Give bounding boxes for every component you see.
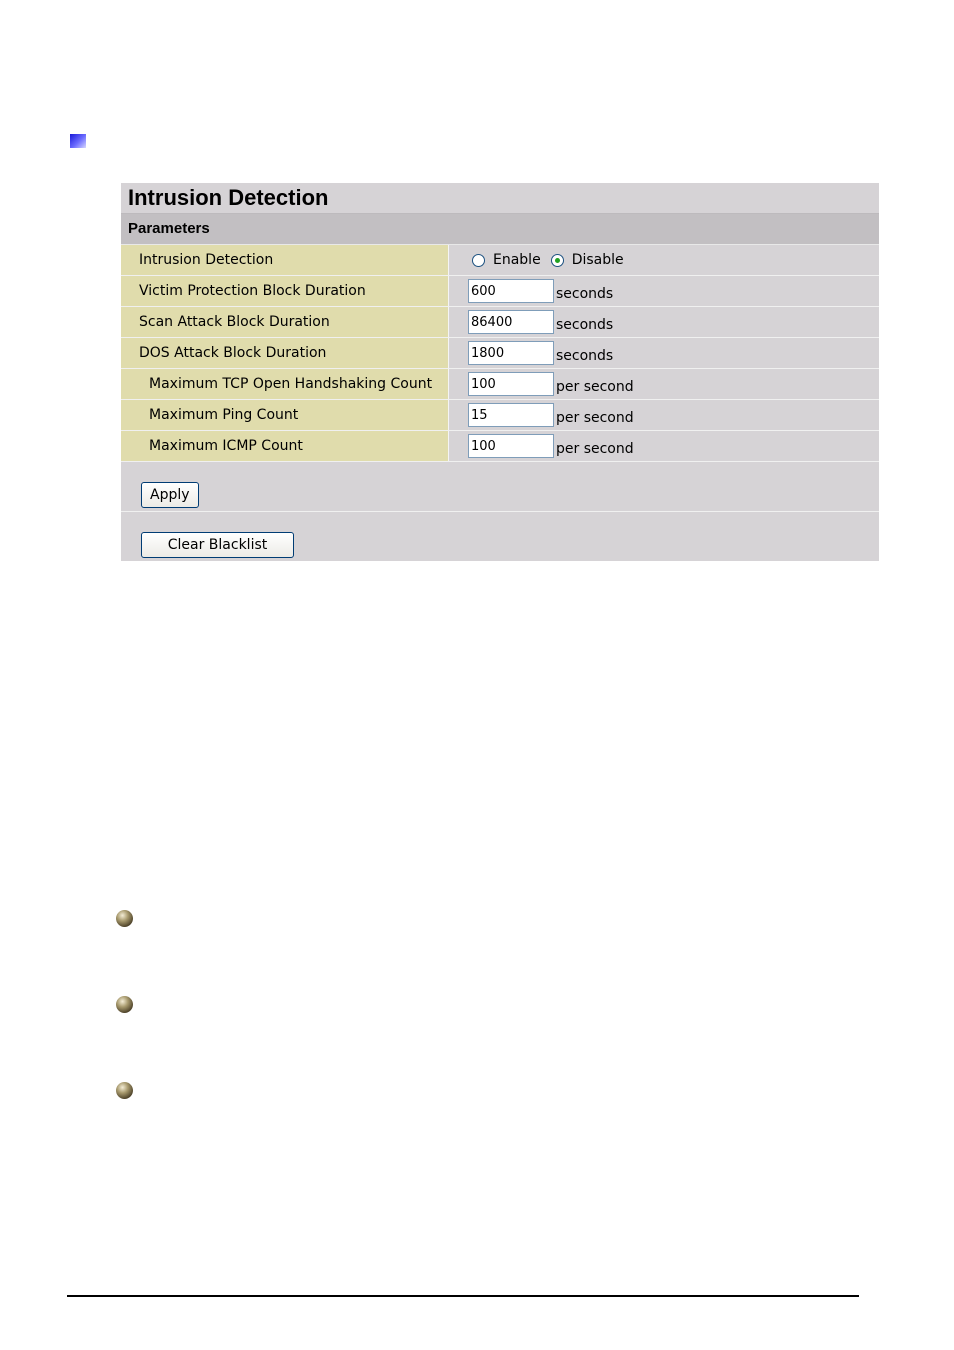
max-ping-label: Maximum Ping Count <box>121 400 449 430</box>
intrusion-detection-radio-group <box>468 252 634 268</box>
intrusion-detection-panel <box>121 183 879 561</box>
disable-radio-label[interactable]: Disable <box>571 252 624 268</box>
victim-protection-unit: seconds <box>556 286 614 302</box>
intrusion-detection-value <box>449 245 879 275</box>
max-icmp-unit: per second <box>556 441 634 457</box>
apply-row <box>121 462 879 512</box>
intrusion-detection-label: Intrusion Detection <box>121 245 449 275</box>
max-tcp-value <box>449 369 879 399</box>
bullet-icon <box>116 910 133 927</box>
max-icmp-label: Maximum ICMP Count <box>121 431 449 461</box>
scan-attack-value <box>449 307 879 337</box>
victim-protection-value <box>449 276 879 306</box>
dos-attack-unit: seconds <box>556 348 614 364</box>
scan-attack-row <box>121 307 879 338</box>
enable-radio[interactable] <box>472 254 485 267</box>
dos-attack-row <box>121 338 879 369</box>
victim-protection-row <box>121 276 879 307</box>
max-ping-value <box>449 400 879 430</box>
dos-attack-input[interactable] <box>468 341 554 365</box>
apply-button[interactable]: Apply <box>141 482 199 508</box>
victim-protection-label: Victim Protection Block Duration <box>121 276 449 306</box>
max-tcp-input[interactable] <box>468 372 554 396</box>
dos-attack-label: DOS Attack Block Duration <box>121 338 449 368</box>
section-marker-icon <box>70 134 86 148</box>
scan-attack-label: Scan Attack Block Duration <box>121 307 449 337</box>
max-icmp-input[interactable] <box>468 434 554 458</box>
max-tcp-row <box>121 369 879 400</box>
max-tcp-unit: per second <box>556 379 634 395</box>
max-ping-row <box>121 400 879 431</box>
max-tcp-label: Maximum TCP Open Handshaking Count <box>121 369 449 399</box>
max-ping-input[interactable] <box>468 403 554 427</box>
footer-divider <box>67 1295 859 1297</box>
clear-blacklist-row <box>121 512 879 561</box>
scan-attack-unit: seconds <box>556 317 614 333</box>
dos-attack-value <box>449 338 879 368</box>
bullet-icon <box>116 1082 133 1099</box>
victim-protection-input[interactable] <box>468 279 554 303</box>
panel-title: Intrusion Detection <box>121 183 879 214</box>
clear-blacklist-button[interactable]: Clear Blacklist <box>141 532 294 558</box>
scan-attack-input[interactable] <box>468 310 554 334</box>
max-icmp-value <box>449 431 879 461</box>
bullet-icon <box>116 996 133 1013</box>
intrusion-detection-row <box>121 245 879 276</box>
max-ping-unit: per second <box>556 410 634 426</box>
parameters-header: Parameters <box>121 214 879 245</box>
disable-radio[interactable] <box>551 254 564 267</box>
enable-radio-label[interactable]: Enable <box>493 252 541 268</box>
max-icmp-row <box>121 431 879 462</box>
